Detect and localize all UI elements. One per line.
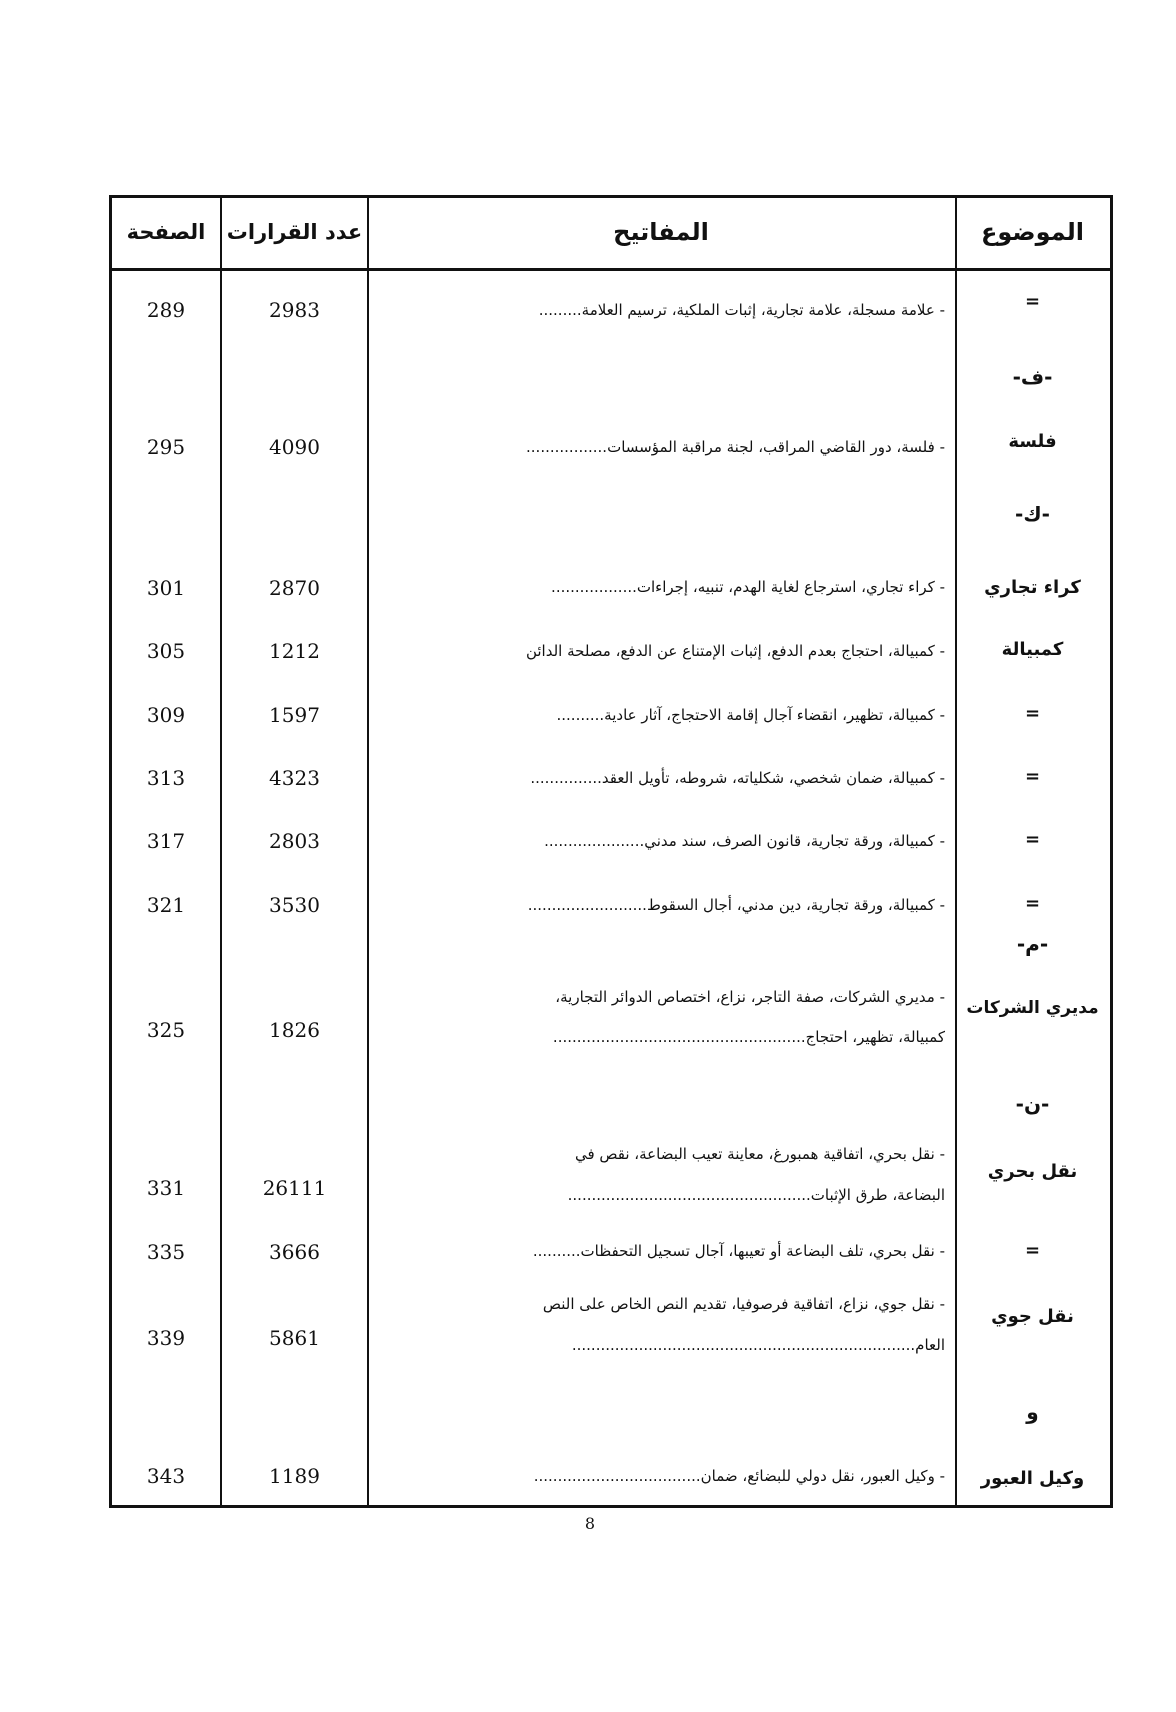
row-decisions: 1597 — [269, 703, 320, 727]
row-decisions: 26111 — [262, 1176, 327, 1200]
row-page: 339 — [146, 1326, 186, 1350]
row-page: 289 — [146, 298, 186, 322]
row-topic: = — [1024, 829, 1041, 850]
row-topic: = — [1024, 1240, 1041, 1261]
row-keys: - كراء تجاري، استرجاع لغاية الهدم، تنبيه، إجراءات.................. — [551, 578, 945, 596]
row-decisions: 2803 — [269, 829, 320, 853]
row-keys: - كمبيالة، ضمان شخصي، شكلياته، شروطه، تأويل العقد............... — [530, 769, 945, 787]
row-decisions: 4323 — [269, 766, 320, 790]
row-decisions: 1826 — [269, 1018, 320, 1042]
row-keys: - فلسة، دور القاضي المراقب، لجنة مراقبة المؤسسات................. — [526, 438, 945, 456]
header-keys: المفاتيح — [613, 218, 709, 246]
row-topic: = — [1024, 893, 1041, 914]
header-page: الصفحة — [126, 220, 206, 244]
row-decisions: 2870 — [269, 576, 320, 600]
row-decisions: 5861 — [269, 1326, 320, 1350]
row-topic: نقل جوي — [991, 1306, 1074, 1327]
row-page: 335 — [146, 1240, 186, 1264]
section-letter-mim: -م- — [1016, 932, 1049, 956]
row-keys: - وكيل العبور، نقل دولي للبضائع، ضمان................................... — [533, 1467, 945, 1485]
row-topic: = — [1024, 291, 1041, 312]
header-topic: الموضوع — [980, 218, 1084, 246]
row-decisions: 1189 — [269, 1464, 320, 1488]
header-divider — [109, 268, 1113, 271]
row-keys: - نقل بحري، تلف البضاعة أو تعيبها، آجال تسجيل التحفظات.......... — [532, 1242, 945, 1260]
row-page: 301 — [146, 576, 186, 600]
row-topic: = — [1024, 703, 1041, 724]
row-decisions: 3530 — [269, 893, 320, 917]
row-keys-line1: - نقل جوي، نزاع، اتفاقية فرصوفيا، تقديم النص الخاص على النص — [542, 1295, 945, 1313]
row-page: 305 — [146, 639, 186, 663]
row-page: 325 — [146, 1018, 186, 1042]
row-keys-line1: - نقل بحري، اتفاقية همبورغ، معاينة تعيب البضاعة، نقص في — [574, 1145, 945, 1163]
row-page: 309 — [146, 703, 186, 727]
row-decisions: 3666 — [269, 1240, 320, 1264]
row-page: 295 — [146, 435, 186, 459]
row-topic: نقل بحري — [987, 1161, 1078, 1182]
row-keys: - كمبيالة، ورقة تجارية، دين مدني، أجال السقوط......................... — [527, 896, 945, 914]
row-keys: - كمبيالة، ورقة تجارية، قانون الصرف، سند مدني..................... — [544, 832, 945, 850]
row-decisions: 1212 — [269, 639, 320, 663]
row-page: 321 — [146, 893, 186, 917]
column-divider — [367, 195, 369, 1508]
row-keys: - علامة مسجلة، علامة تجارية، إثبات الملكية، ترسيم العلامة......... — [538, 301, 945, 319]
section-letter-nun: -ن- — [1015, 1092, 1050, 1116]
page-number: 8 — [584, 1514, 596, 1533]
row-page: 317 — [146, 829, 186, 853]
row-page: 331 — [146, 1176, 186, 1200]
section-letter-kaf: -ك- — [1015, 502, 1050, 526]
row-topic: كراء تجاري — [984, 577, 1081, 598]
row-keys-line2: العام........................................................................ — [571, 1336, 945, 1354]
section-letter-waw: و — [1026, 1400, 1039, 1424]
row-topic: = — [1024, 766, 1041, 787]
row-decisions: 2983 — [269, 298, 320, 322]
row-decisions: 4090 — [269, 435, 320, 459]
header-decisions: عدد القرارات — [226, 220, 363, 244]
row-keys-line2: البضاعة، طرق الإثبات................................................... — [567, 1186, 945, 1204]
section-letter-fa: -ف- — [1012, 365, 1053, 389]
row-topic: فلسة — [1008, 431, 1057, 452]
row-topic: مديري الشركات — [966, 998, 1099, 1018]
row-keys-line1: - مديري الشركات، صفة التاجر، نزاع، اختصاص الدوائر التجارية، — [555, 988, 945, 1006]
row-page: 343 — [146, 1464, 186, 1488]
row-keys: - كمبيالة، احتجاج بعدم الدفع، إثبات الإمتناع عن الدفع، مصلحة الدائن — [525, 642, 945, 660]
row-keys-line2: كمبيالة، تظهير، احتجاج..................................................... — [552, 1028, 945, 1046]
row-keys: - كمبيالة، تظهير، انقضاء آجال إقامة الاحتجاج، آثار عادية.......... — [556, 706, 945, 724]
row-topic: كمبيالة — [1001, 639, 1064, 660]
row-topic: وكيل العبور — [980, 1468, 1085, 1489]
row-page: 313 — [146, 766, 186, 790]
